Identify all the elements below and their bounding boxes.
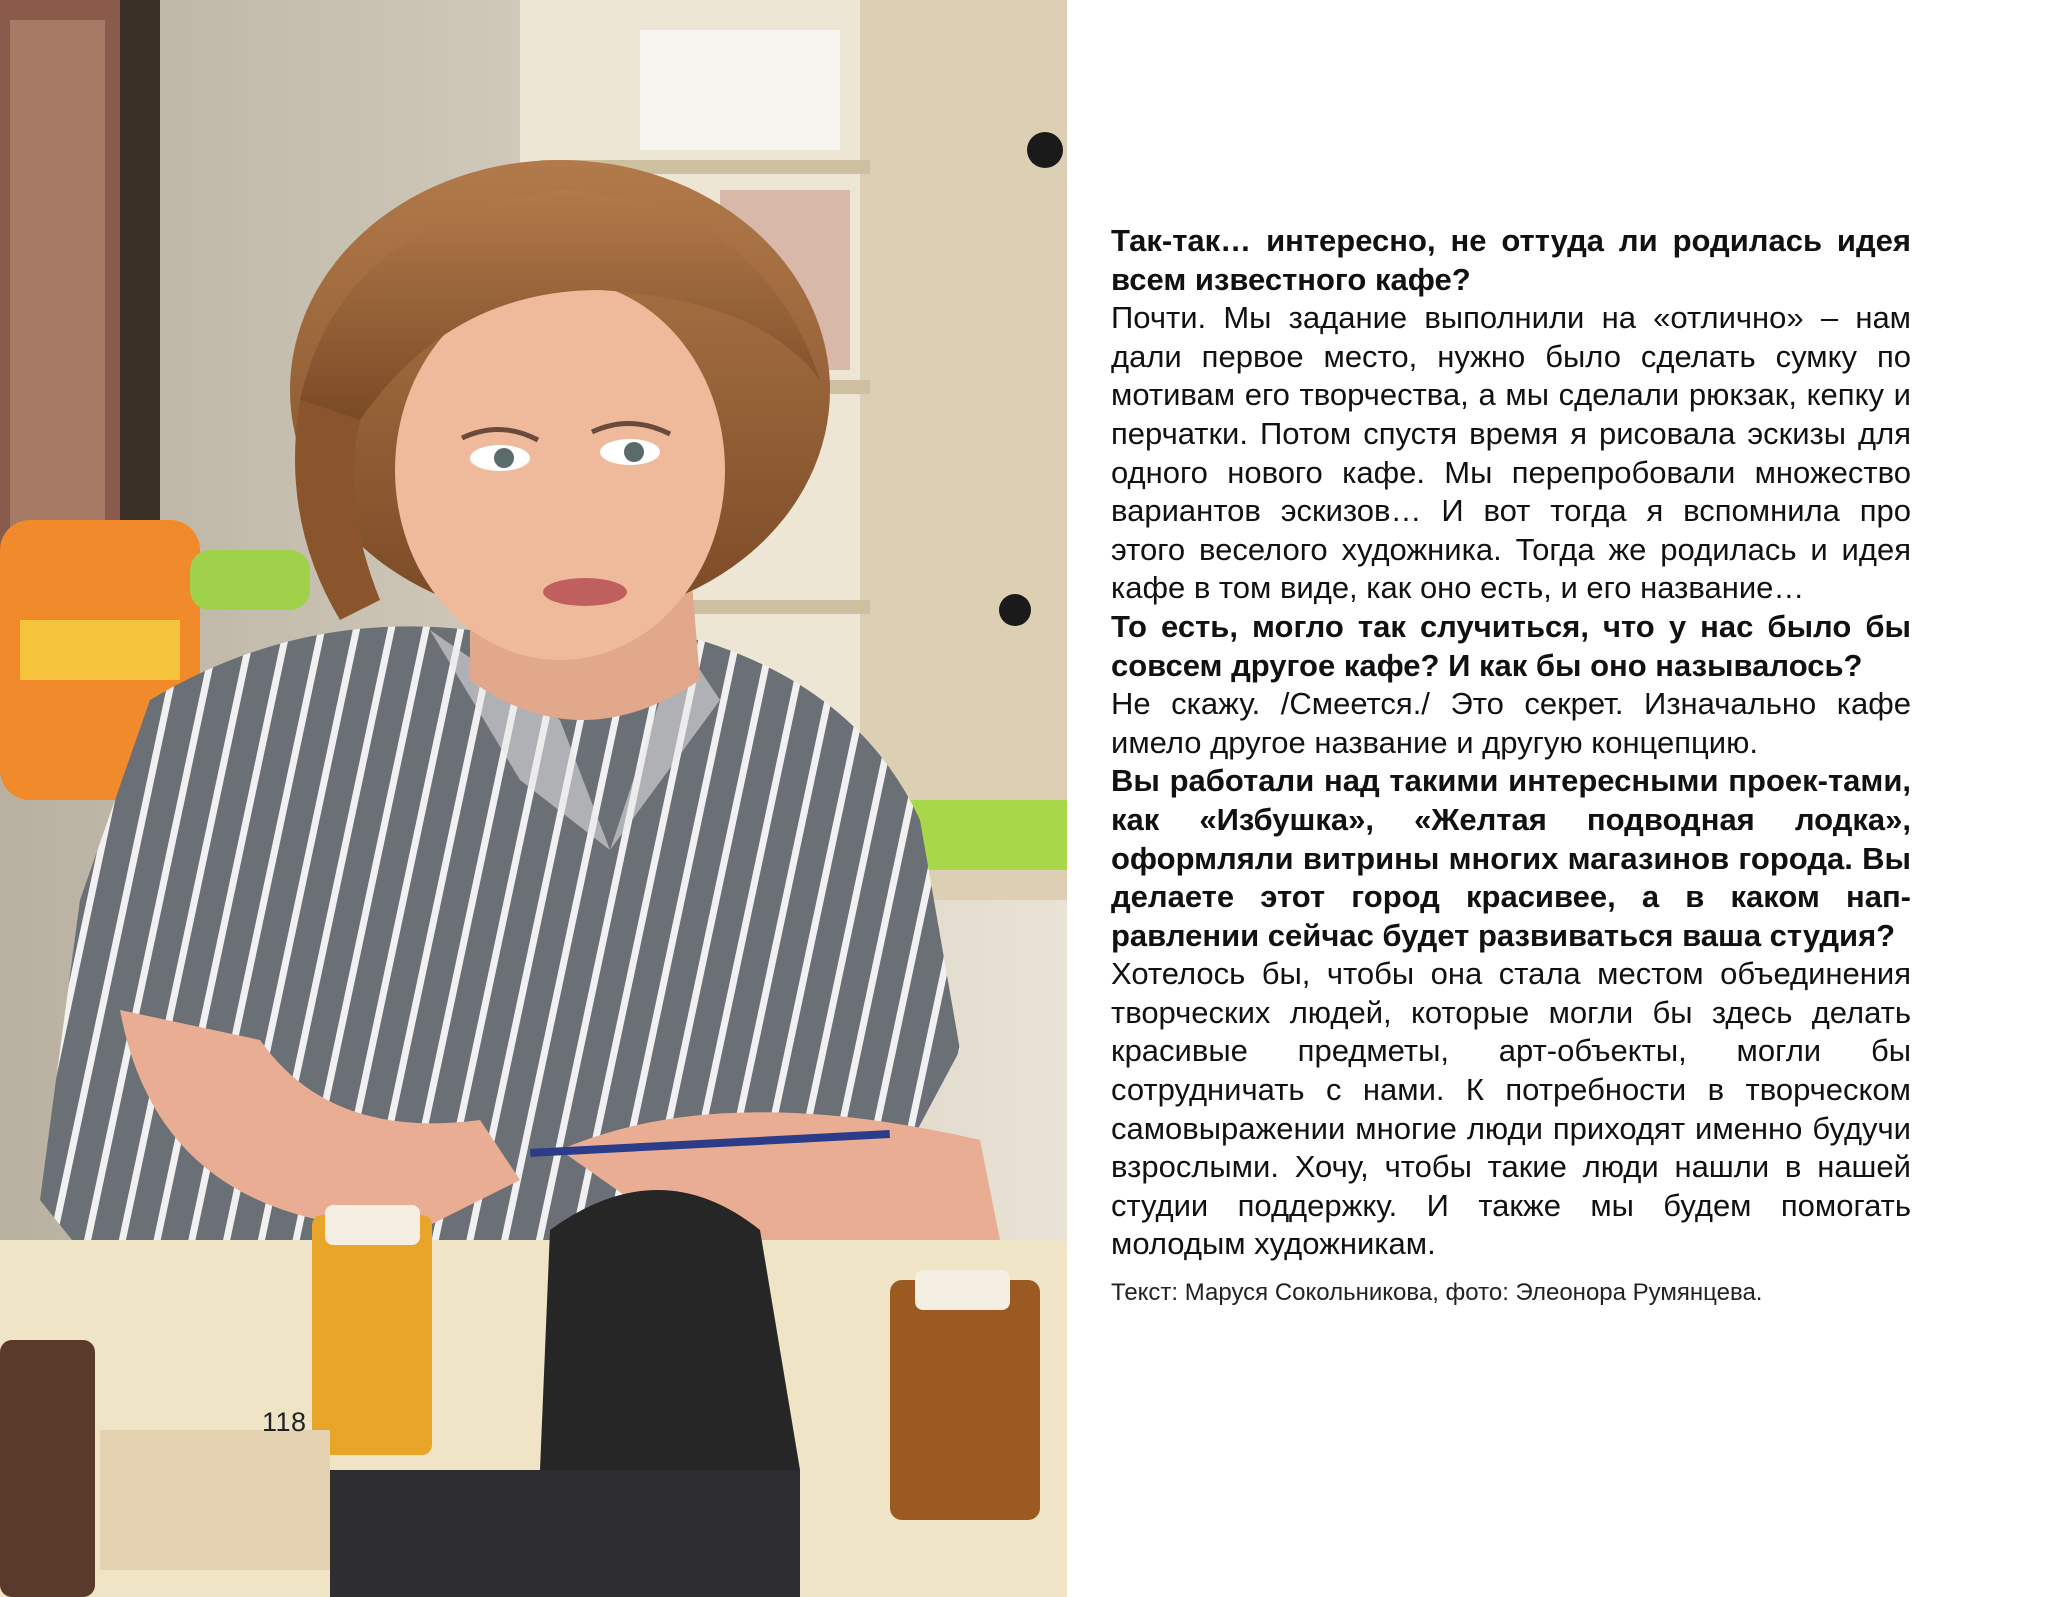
interview-text-column — [1111, 222, 1911, 1308]
question-paragraph: Так-так… интересно, не оттуда ли родилась идея всем известного кафе? — [1111, 223, 1911, 297]
answer-paragraph: Почти. Мы задание выполнили на «отлично» – нам дали первое место, нужно было сделать сумку по мотивам его творчества, а мы сделали рюкзак, кепку и перчатки. Потом спустя время я рисовала эскизы для одного нового кафе. Мы перепробовали множество вариантов эскизов… И вот тогда я вспомнила про этого веселого художника. Тогда же родилась и идея кафе в том виде, как оно есть, и его название… — [1111, 300, 1911, 606]
answer-paragraph: Хотелось бы, чтобы она стала местом объединения творческих людей, которые могли бы здесь делать красивые предметы, арт-объекты, могли бы сотрудничать с нами. К потребности в творческом самовыражении многие люди приходят именно будучи взрослыми. Хочу, чтобы такие люди нашли в нашей студии поддержку. И также мы будем помогать молодым художникам. — [1111, 956, 1911, 1262]
article-credit: Текст: Маруся Сокольникова, фото: Элеонора Румянцева. — [1111, 1279, 1763, 1307]
question-paragraph: То есть, могло так случиться, что у нас было бы совсем другое кафе? И как бы оно называлось? — [1111, 608, 1911, 683]
question-paragraph: Вы работали над такими интересными проек-тами, как «Избушка», «Желтая подводная лодка», оформляли витрины многих магазинов города. Вы делаете этот город красивее, а в каком нап-равлении сейчас будет развиваться ваша студия? — [1111, 763, 1911, 953]
page-number: 118 — [262, 1407, 307, 1437]
answer-paragraph: Не скажу. /Смеется./ Это секрет. Изначально кафе имело другое название и другую концепцию. — [1111, 686, 1911, 760]
